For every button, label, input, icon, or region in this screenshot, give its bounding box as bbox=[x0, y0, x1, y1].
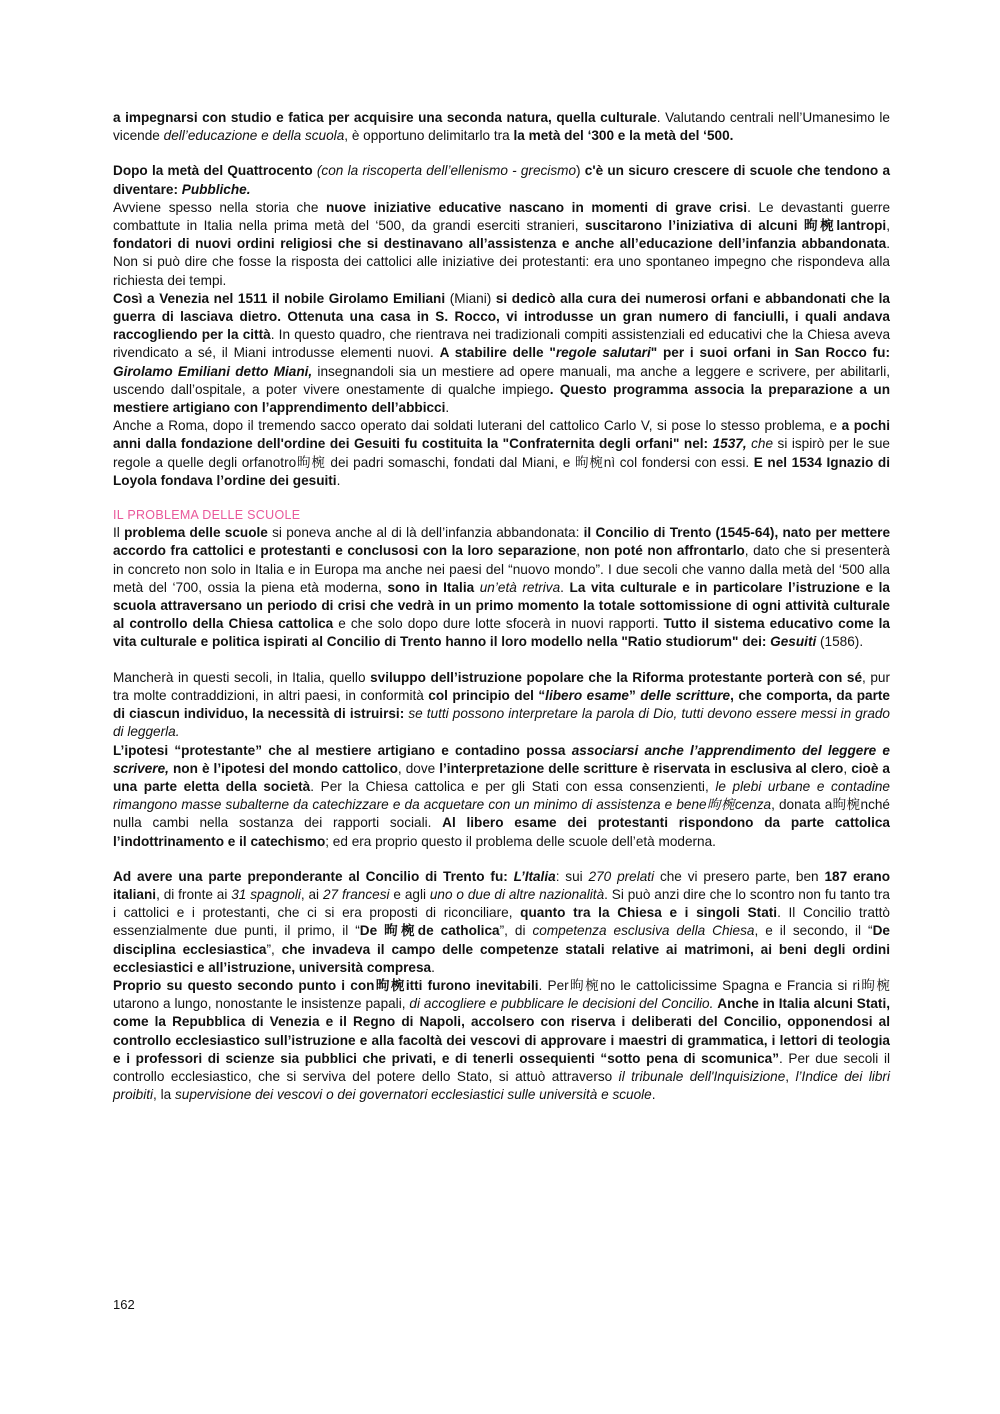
text-run: 1537, bbox=[712, 436, 747, 452]
paragraph-roma bbox=[113, 417, 890, 490]
text-run: . Per昫椀no le cattolicissime Spagna e Francia si ri昫椀utarono a lungo, nonostante le insistenze papali, bbox=[113, 977, 890, 1012]
text-run: (1586). bbox=[816, 634, 864, 650]
text-run: Proprio su questo secondo punto i con昫椀itti furono inevitabili bbox=[113, 977, 539, 993]
text-run: . Questo programma associa la preparazione a un mestiere artigiano con l’apprendimento dell’abbicci bbox=[113, 381, 890, 416]
section-heading: IL PROBLEMA DELLE SCUOLE bbox=[113, 508, 301, 523]
text-run: , bbox=[843, 760, 852, 776]
text-run: Tutto il sistema educativo come la vita culturale e politica ispirati al Concilio di Trento hanno il loro modello nella "Ratio studiorum" dei: bbox=[113, 616, 890, 650]
text-run: il tribunale dell'Inquisizione bbox=[618, 1068, 786, 1084]
text-run: Pubbliche. bbox=[181, 181, 251, 197]
text-run: , dove bbox=[397, 760, 440, 776]
text-run: . Le devastanti guerre combattute in Italia nella prima metà del ‘500, da grandi eserciti stranieri, bbox=[113, 199, 891, 234]
text-run: c'è un sicuro crescere di scuole che tendono a diventare: bbox=[113, 163, 890, 197]
text-run: , bbox=[886, 218, 890, 234]
text-run: E nel 1534 Ignazio di Loyola fondava l’ordine dei gesuiti bbox=[113, 454, 890, 488]
text-run: 270 prelati bbox=[588, 868, 655, 884]
text-run: Il bbox=[113, 525, 125, 541]
text-run: (con la riscoperta dell’ellenismo - grecismo bbox=[316, 163, 577, 179]
text-run: e agli bbox=[389, 886, 430, 902]
text-run: sviluppo dell’istruzione popolare che la Riforma protestante porterà con sé bbox=[370, 669, 863, 685]
text-run: : sui bbox=[555, 868, 589, 884]
text-run: Gesuiti bbox=[770, 634, 817, 650]
text-run: . bbox=[560, 579, 570, 595]
paragraph-concilio-italia bbox=[113, 868, 890, 977]
text-run: L’Italia bbox=[513, 868, 556, 884]
text-run: . Si può anzi dire che lo scontro non fu tanto tra i cattolici e i protestanti, che ci si era proposti di riconciliare, bbox=[113, 886, 890, 921]
text-run: quanto tra la Chiesa e i singoli Stati bbox=[520, 905, 778, 921]
paragraph-iniziative bbox=[113, 199, 890, 290]
text-run: un’età retriva bbox=[479, 579, 561, 595]
text-run: La vita culturale e in particolare l’istruzione e la scuola attraversano un periodo di crisi che vedrà in un primo momento la totale sottomissione di ogni attività culturale al controllo della Chiesa cattolica bbox=[113, 579, 890, 632]
document-page bbox=[113, 109, 890, 1104]
text-run: 27 francesi bbox=[322, 886, 390, 902]
text-run: insegnandoli sia un mestiere ad opere manuali, ma anche a leggere e scrivere, per abilitarli, uscendo dall’ospitale, a poter vivere onestamente di qualche impiego bbox=[113, 363, 890, 397]
text-run: , donata a昫椀nché nulla cambi nella sostanza dei rapporti sociali. bbox=[113, 797, 890, 831]
text-run: non poté non affrontarlo bbox=[584, 543, 745, 559]
text-run: che invadeva il campo delle competenze statali relative ai matrimoni, ai beni degli ordini ecclesiastici e all’istruzione, università compresa bbox=[113, 941, 891, 975]
text-run: regole salutari bbox=[555, 345, 651, 361]
text-run: , di fronte ai bbox=[156, 886, 232, 902]
text-run: ” bbox=[628, 687, 641, 703]
text-run: Avviene spesso nella storia che bbox=[113, 199, 327, 215]
text-run: competenza esclusiva della Chiesa bbox=[532, 923, 755, 939]
text-run: supervisione dei vescovi o dei governatori ecclesiastici sulle università e scuole bbox=[174, 1087, 652, 1103]
text-run: si poneva anche al di là dell’infanzia abbandonata: bbox=[267, 525, 584, 541]
text-run: ) bbox=[576, 163, 585, 179]
text-run: suscitarono l’iniziativa di alcuni 昫椀lantropi bbox=[584, 218, 887, 234]
text-run: , bbox=[785, 1068, 796, 1084]
text-run: Ad avere una parte preponderante al Concilio di Trento fu: bbox=[113, 868, 514, 884]
text-run: . Per la Chiesa cattolica e per gli Stati con essa consenzienti, bbox=[310, 778, 716, 794]
paragraph-ipotesi-protestante bbox=[113, 742, 890, 851]
text-run: Anche in Italia alcuni Stati, come la Repubblica di Venezia e il Regno di Napoli, accolsero con riserva i deliberati del Concilio, opponendosi al controllo ecclesiastico sull’istruzione e alla facoltà dei vescovi di approvare i maestri di grammatica, i lettori di teologia e i professori di scienze sia pubblici che privati, e di tenerli ossequienti “sotto pena di scomunica” bbox=[113, 996, 891, 1066]
text-run: . Per due secoli il controllo ecclesiastico, che si serviva del potere dello Stato, si attuò attraverso bbox=[113, 1050, 891, 1084]
text-run: Anche a Roma, dopo il tremendo sacco operato dai soldati luterani del cattolico Carlo V, si pose lo stesso problema, e bbox=[113, 418, 842, 434]
text-run: , bbox=[576, 543, 585, 559]
text-run: Dopo la metà del Quattrocento bbox=[113, 163, 317, 179]
text-run: uno o due di altre nazionalità bbox=[429, 886, 605, 902]
text-run: ”, di bbox=[499, 923, 533, 939]
paragraph-venezia bbox=[113, 290, 890, 417]
text-run: fondatori di nuovi ordini religiosi che si destinavano all’assistenza e anche all’educazione dell’infanzia abbandonata bbox=[113, 236, 887, 252]
text-run: . bbox=[445, 400, 450, 416]
text-run: , che comporta, da parte di ciascun individuo, la necessità di istruirsi: bbox=[113, 687, 890, 722]
text-run: la metà del ‘300 e la metà del ‘500. bbox=[513, 128, 734, 144]
text-run: si ispirò per le sue regole a quelle degli orfanotro昫椀 dei padri somaschi, fondati dal Miani, e 昫椀nì col fondersi con essi. bbox=[113, 436, 890, 470]
text-run: sono in Italia bbox=[387, 579, 480, 595]
text-run: le plebi urbane e contadine rimangono masse subalterne da catechizzare e da acquetare con un minimo di assistenza e bene昫椀cenza bbox=[113, 778, 890, 813]
page-number: 162 bbox=[113, 1297, 135, 1312]
paragraph-intro bbox=[113, 109, 890, 145]
text-run: associarsi anche l’apprendimento del leggere e scrivere, bbox=[113, 742, 890, 776]
text-run: si dedicò alla cura dei numerosi orfani e abbandonati che la guerra di lasciava dietro. Ottenuta una casa in S. Rocco, vi introdusse un gran numero di fanciulli, i quali andava raccogliendo per la città bbox=[113, 290, 890, 343]
text-run: e che solo dopo dure lotte sfocerà in nuovi rapporti. bbox=[333, 616, 664, 632]
text-run: . Valutando centrali nell’Umanesimo le vicende bbox=[113, 110, 890, 144]
text-run: ; ed era proprio questo il problema delle scuole dell’età moderna. bbox=[325, 833, 716, 849]
text-run: l’interpretazione delle scritture è riservata in esclusiva al clero bbox=[439, 760, 844, 776]
paragraph-istruzione-popolare bbox=[113, 669, 890, 742]
text-run: . bbox=[336, 472, 341, 488]
text-run: il Concilio di Trento (1545-64), nato per mettere accordo fra cattolici e protestanti e conclusosi con la loro separazione bbox=[113, 525, 891, 559]
paragraph-conflitti bbox=[113, 977, 890, 1104]
text-run: ”, bbox=[266, 941, 282, 957]
text-run: Mancherà in questi secoli, in Italia, quello bbox=[113, 669, 371, 685]
text-run: Girolamo Emiliani detto Miani, bbox=[113, 363, 313, 379]
text-run: cioè a una parte eletta della società bbox=[113, 760, 890, 794]
text-run: che vi presero parte, ben bbox=[654, 868, 825, 884]
text-run: nuove iniziative educative nascano in momenti di grave crisi bbox=[326, 199, 748, 215]
text-run: De disciplina ecclesiastica bbox=[113, 923, 890, 957]
text-run: . Non si può dire che fosse la risposta dei cattolici alle iniziative dei protestanti: era uno spontaneo impegno che rispondeva alla richiesta dei tempi. bbox=[113, 236, 890, 288]
text-run: , la bbox=[153, 1087, 175, 1103]
text-run: Così a Venezia nel 1511 il nobile Girolamo Emiliani bbox=[113, 290, 446, 306]
text-run: libero esame bbox=[545, 687, 629, 703]
text-run: L’ipotesi “protestante” che al mestiere artigiano e contadino possa bbox=[113, 742, 572, 758]
text-run: . Il Concilio trattò essenzialmente due punti, il primo, il “ bbox=[113, 905, 890, 939]
text-run: l’Indice dei libri proibiti bbox=[113, 1068, 890, 1103]
text-run: , è opportuno delimitarlo tra bbox=[344, 128, 514, 144]
text-run: 31 spagnoli bbox=[231, 886, 301, 902]
text-run: " per i suoi orfani in San Rocco fu: bbox=[650, 345, 890, 361]
text-run: , ai bbox=[300, 886, 323, 902]
text-run: a impegnarsi con studio e fatica per acquisire una seconda natura, quella culturale bbox=[113, 110, 657, 125]
text-run: . bbox=[651, 1087, 656, 1103]
text-run: 187 erano italiani bbox=[113, 868, 890, 902]
text-run: (Miani) bbox=[445, 290, 496, 306]
text-run: col principio del “ bbox=[428, 687, 546, 703]
text-run: Al libero esame dei protestanti rispondono da parte cattolica l’indottrinamento e il catechismo bbox=[113, 815, 890, 849]
text-run: , pur tra molte contraddizioni, in altri paesi, in conformità bbox=[113, 669, 891, 703]
text-run: A stabilire delle " bbox=[439, 345, 556, 361]
text-run: . bbox=[431, 959, 435, 975]
paragraph-quattrocento bbox=[113, 162, 890, 198]
text-run: De 昫椀de catholica bbox=[359, 923, 500, 939]
text-run: , dato che si presenterà in concreto non solo in Italia e in Europa ma anche nei paesi del “nuovo mondo”. I due secoli che vanno dalla metà del ‘500 alla metà del ‘700, ossia la piena età moderna, bbox=[113, 543, 890, 595]
text-run: delle scritture bbox=[640, 687, 731, 703]
text-run: che bbox=[746, 436, 774, 452]
text-run: , e il secondo, il “ bbox=[754, 923, 873, 939]
paragraph-problema-scuole bbox=[113, 524, 890, 651]
text-run: di accogliere e pubblicare le decisioni del Concilio. bbox=[409, 996, 714, 1012]
text-run: non è l’ipotesi del mondo cattolico bbox=[168, 760, 398, 776]
text-run: a pochi anni dalla fondazione dell'ordine dei Gesuiti fu costituita la "Confraternita degli orfani" nel: bbox=[113, 418, 890, 452]
text-run: dell’educazione e della scuola bbox=[163, 128, 345, 144]
text-run: se tutti possono interpretare la parola di Dio, tutti devono essere messi in grado di leggerla. bbox=[113, 706, 890, 740]
text-run: problema delle scuole bbox=[124, 525, 268, 541]
text-run: . In questo quadro, che rientrava nei tradizionali compiti assistenziali ed educativi che la Chiesa aveva rivendicato a sé, il Miani introdusse elementi nuovi. bbox=[113, 327, 890, 361]
